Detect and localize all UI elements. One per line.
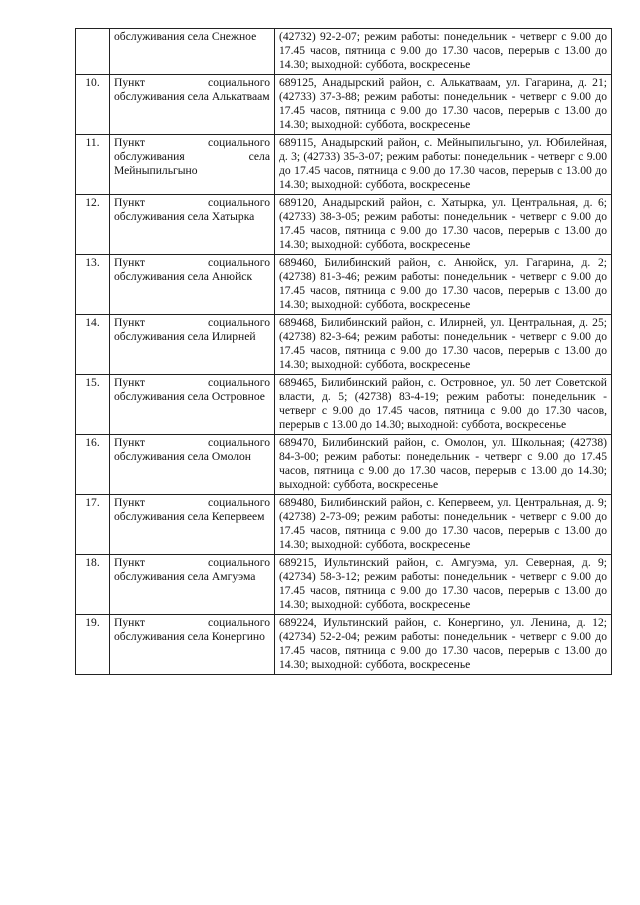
- service-point-name: Пункт социального обслуживания села Хатырка: [110, 195, 275, 255]
- row-number: 19.: [76, 615, 110, 675]
- row-number: 12.: [76, 195, 110, 255]
- table-row: [76, 375, 612, 435]
- service-point-name: Пункт социального обслуживания села Островное: [110, 375, 275, 435]
- row-number: 16.: [76, 435, 110, 495]
- table-row: [76, 495, 612, 555]
- service-point-details: 689115, Анадырский район, с. Мейныпильгыно, ул. Юбилейная, д. 3; (42733) 35-3-07; режим работы: понедельник - четверг с 9.00 до 17.45 часов, пятница с 9.00 до 17.30 часов, перерыв с 13.00 до 14.30; выходной: суббота, воскресенье: [275, 135, 612, 195]
- table-row: [76, 195, 612, 255]
- row-number: [76, 29, 110, 75]
- service-point-name: Пункт социального обслуживания села Омолон: [110, 435, 275, 495]
- service-point-details: 689468, Билибинский район, с. Илирней, ул. Центральная, д. 25; (42738) 82-3-64; режим работы: понедельник - четверг с 9.00 до 17.45 часов, пятница с 9.00 до 17.30 часов, перерыв с 13.00 до 14.30; выходной: суббота, воскресенье: [275, 315, 612, 375]
- service-point-name: обслуживания села Снежное: [110, 29, 275, 75]
- row-number: 10.: [76, 75, 110, 135]
- table-row: [76, 75, 612, 135]
- table-row: [76, 615, 612, 675]
- row-number: 18.: [76, 555, 110, 615]
- service-point-details: 689215, Иультинский район, с. Амгуэма, ул. Северная, д. 9; (42734) 58-3-12; режим работы: понедельник - четверг с 9.00 до 17.45 часов, пятница с 9.00 до 17.30 часов, перерыв с 13.00 до 14.30; выходной: суббота, воскресенье: [275, 555, 612, 615]
- table-row: [76, 555, 612, 615]
- table-row: [76, 315, 612, 375]
- service-point-name: Пункт социального обслуживания села Мейныпильгыно: [110, 135, 275, 195]
- service-point-name: Пункт социального обслуживания села Алькатваам: [110, 75, 275, 135]
- row-number: 17.: [76, 495, 110, 555]
- service-point-details: 689470, Билибинский район, с. Омолон, ул. Школьная; (42738) 84-3-00; режим работы: понедельник - четверг с 9.00 до 17.45 часов, пятница с 9.00 до 17.30 часов, перерыв с 13.00 до 14.30; выходной: суббота, воскресенье: [275, 435, 612, 495]
- service-point-name: Пункт социального обслуживания села Анюйск: [110, 255, 275, 315]
- table-row: [76, 255, 612, 315]
- table-body: [76, 29, 612, 675]
- service-point-details: 689480, Билибинский район, с. Кепервеем, ул. Центральная, д. 9; (42738) 2-73-09; режим работы: понедельник - четверг с 9.00 до 17.45 часов, пятница с 9.00 до 17.30 часов, перерыв с 13.00 до 14.30; выходной: суббота, воскресенье: [275, 495, 612, 555]
- table-row: [76, 435, 612, 495]
- table-row: [76, 29, 612, 75]
- service-point-name: Пункт социального обслуживания села Конергино: [110, 615, 275, 675]
- service-point-details: 689224, Иультинский район, с. Конергино, ул. Ленина, д. 12; (42734) 52-2-04; режим работы: понедельник - четверг с 9.00 до 17.45 часов, пятница с 9.00 до 17.30 часов, перерыв с 13.00 до 14.30; выходной: суббота, воскресенье: [275, 615, 612, 675]
- service-point-details: 689120, Анадырский район, с. Хатырка, ул. Центральная, д. 6; (42733) 38-3-05; режим работы: понедельник - четверг с 9.00 до 17.45 часов, пятница с 9.00 до 17.30 часов, перерыв с 13.00 до 14.30; выходной: суббота, воскресенье: [275, 195, 612, 255]
- row-number: 15.: [76, 375, 110, 435]
- service-point-name: Пункт социального обслуживания села Кепервеем: [110, 495, 275, 555]
- service-point-name: Пункт социального обслуживания села Илирней: [110, 315, 275, 375]
- service-point-details: (42732) 92-2-07; режим работы: понедельник - четверг с 9.00 до 17.45 часов, пятница с 9.00 до 17.30 часов, перерыв с 13.00 до 14.30; выходной: суббота, воскресенье: [275, 29, 612, 75]
- service-point-details: 689125, Анадырский район, с. Алькатваам, ул. Гагарина, д. 21; (42733) 37-3-88; режим работы: понедельник - четверг с 9.00 до 17.45 часов, пятница с 9.00 до 17.30 часов, перерыв с 13.00 до 14.30; выходной: суббота, воскресенье: [275, 75, 612, 135]
- row-number: 11.: [76, 135, 110, 195]
- row-number: 13.: [76, 255, 110, 315]
- service-point-details: 689460, Билибинский район, с. Анюйск, ул. Гагарина, д. 2; (42738) 81-3-46; режим работы: понедельник - четверг с 9.00 до 17.45 часов, пятница с 9.00 до 17.30 часов, перерыв с 13.00 до 14.30; выходной: суббота, воскресенье: [275, 255, 612, 315]
- service-point-name: Пункт социального обслуживания села Амгуэма: [110, 555, 275, 615]
- table-row: [76, 135, 612, 195]
- service-points-table: [75, 28, 612, 675]
- service-point-details: 689465, Билибинский район, с. Островное, ул. 50 лет Советской власти, д. 5; (42738) 83-4-19; режим работы: понедельник - четверг с 9.00 до 17.45 часов, пятница с 9.00 до 17.30 часов, перерыв с 13.00 до 14.30; выходной: суббота, воскресенье: [275, 375, 612, 435]
- row-number: 14.: [76, 315, 110, 375]
